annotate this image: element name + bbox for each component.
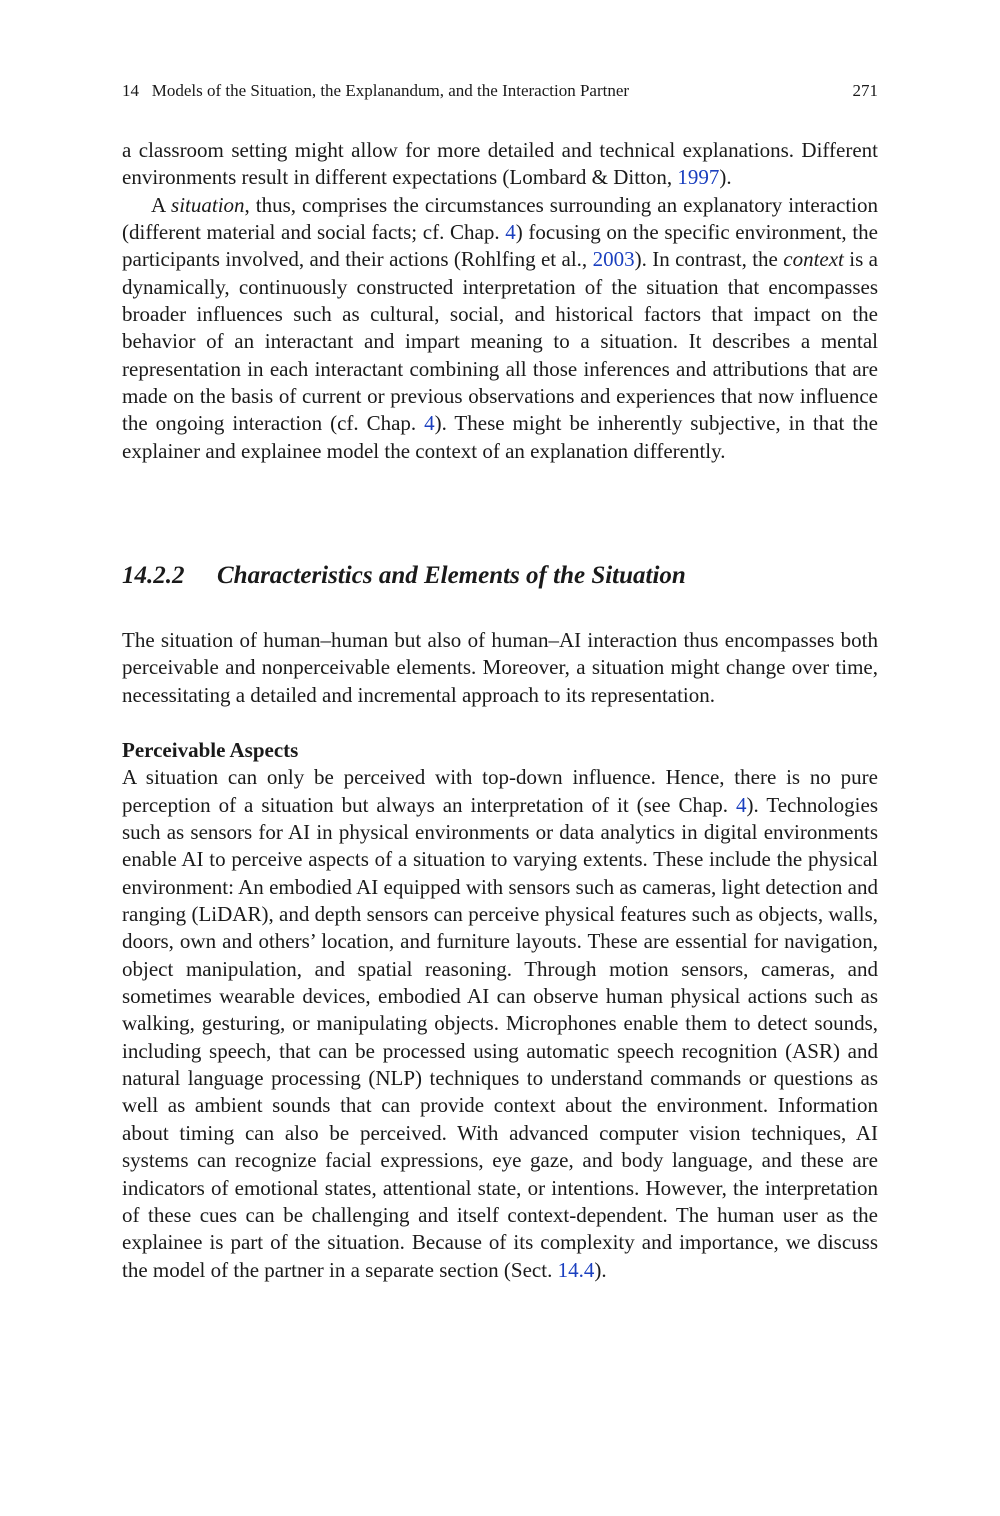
page-number: 271 xyxy=(852,81,878,100)
chapter-ref-link[interactable]: 4 xyxy=(424,411,435,436)
section-title: Characteristics and Elements of the Situation xyxy=(217,562,686,589)
chapter-number: 14 xyxy=(122,81,139,100)
text-run: ). In contrast, the xyxy=(634,247,784,272)
text-run: ). Technologies such as sensors for AI in physical environments or data analytics in digital environments enable AI to perceive aspects of a situation to varying extents. These include the physical environment: An embodied AI equipped with sensors such as cameras, light detection and ranging (LiDAR), and depth sensors can perceive physical features such as objects, walls, doors, own and others’ location, and furniture layouts. These are essential for navigation, object manipulation, and spatial reasoning. Through motion sensors, cameras, and sometimes wearable devices, embodied AI can observe human physical actions such as walking, gesturing, or manipulating objects. Microphones enable them to detect sounds, including speech, that can be processed using automatic speech recognition (ASR) and natural language processing (NLP) techniques to understand commands or questions as well as ambient sounds that can provide context about the environment. Information about timing can also be perceived. With advanced computer vision techniques, AI systems can recognize facial expressions, eye gaze, and body language, and these are indicators of emotional states, attentional state, or intentions. However, the interpretation of these cues can be challenging and itself context-dependent. The human user as the explainee is part of the situation. Because of its complexity and importance, we discuss the model of the partner in a separate section (Sect. xyxy=(122,792,878,1282)
section-intro xyxy=(122,627,878,709)
paragraph-continuation xyxy=(122,137,878,192)
paragraph-section-intro: The situation of human–human but also of human–AI interaction thus encompasses both perceivable and nonperceivable elements. Moreover, a situation might change over time, necessitating a detailed and incremental approach to its representation. xyxy=(122,628,878,707)
text-run: A situation can only be perceived with top-down influence. Hence, there is no pure perception of a situation but always an interpretation of it (see Chap. xyxy=(122,765,878,817)
text-run: ) focusing on the specific environment, the participants involved, and their actions (Rohlfing et al., xyxy=(122,220,878,272)
text-run: is a dynamically, continuously constructed interpretation of the situation that encompasses broader influences such as cultural, social, and historical factors that impact on the behavior of an interactant and impart meaning to a situation. It describes a mental representation in each interactant combining all those inferences and attributions that are made on the basis of current or previous observations and experiences that now influence the ongoing interaction (cf. Chap. xyxy=(122,247,878,436)
chapter-ref-link[interactable]: 4 xyxy=(505,220,516,245)
chapter-title: Models of the Situation, the Explanandum, and the Interaction Partner xyxy=(151,81,630,100)
paragraph-situation-definition xyxy=(122,192,878,465)
text-run: ). xyxy=(594,1257,607,1282)
chapter-ref-link[interactable]: 4 xyxy=(736,792,747,817)
citation-link-lombard-ditton[interactable]: 1997 xyxy=(677,165,720,190)
running-header xyxy=(122,78,878,104)
section-number: 14.2.2 xyxy=(122,562,185,589)
subheading-perceivable-aspects: Perceivable Aspects xyxy=(122,738,299,762)
text-run: a classroom setting might allow for more detailed and technical explanations. Different environments result in different expectations (Lombard & Ditton, xyxy=(122,138,878,190)
emphasis-situation: situation xyxy=(171,192,245,217)
paragraph-perceivable-aspects xyxy=(122,764,878,1284)
text-run: ). These might be inherently subjective, in that the explainer and explainee model the context of an explanation differently. xyxy=(122,411,878,463)
perceivable-aspects xyxy=(122,737,878,1284)
running-header-chapter xyxy=(122,78,629,104)
text-run: ). xyxy=(719,165,732,190)
emphasis-context: context xyxy=(783,247,844,272)
text-run: , thus, comprises the circumstances surrounding an explanatory interaction (different material and social facts; cf. Chap. xyxy=(122,192,878,245)
section-heading xyxy=(122,560,878,592)
body-text-top xyxy=(122,137,878,465)
section-ref-link[interactable]: 14.4 xyxy=(557,1257,595,1282)
text-run: A xyxy=(151,192,172,217)
citation-link-rohlfing[interactable]: 2003 xyxy=(592,247,635,272)
